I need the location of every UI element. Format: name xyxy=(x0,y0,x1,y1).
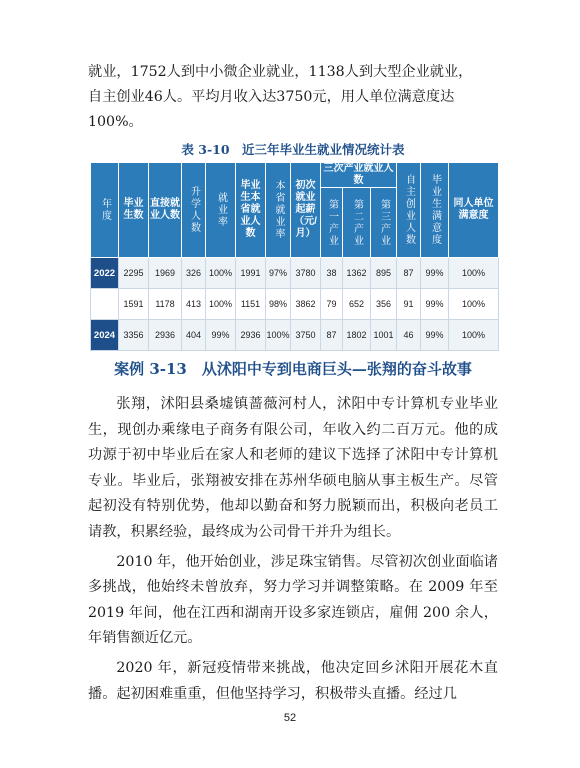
header-industry-1: 第一产业 xyxy=(321,188,343,258)
table-cell: 100% xyxy=(449,258,499,289)
intro-line-3: 100%。 xyxy=(88,114,143,130)
intro-line-2: 自主创业46人。平均月收入达3750元，用人单位满意度达 xyxy=(88,89,455,105)
employment-stats-table xyxy=(90,162,499,351)
table-cell: 404 xyxy=(182,320,206,351)
row-year-cell: 2022 xyxy=(91,258,119,289)
table-cell: 99% xyxy=(421,289,449,320)
table-caption: 表 3-10 近三年毕业生就业情况统计表 xyxy=(181,142,405,157)
intro-paragraph xyxy=(88,60,498,135)
table-cell: 3750 xyxy=(291,320,321,351)
table-cell: 1969 xyxy=(149,258,182,289)
header-year: 年度 xyxy=(91,163,119,258)
header-direct: 直接就业人数 xyxy=(149,163,182,258)
header-employer-satisfaction: 同人单位满意度 xyxy=(449,163,499,258)
intro-line-1: 就业，1752人到中小微企业就业，1138人到大型企业就业， xyxy=(88,64,473,80)
header-rate: 就业率 xyxy=(206,163,236,258)
table-cell: 3356 xyxy=(119,320,149,351)
table-cell: 652 xyxy=(343,289,371,320)
table-body xyxy=(91,258,499,351)
row-year-cell: 2023 xyxy=(91,289,119,320)
header-local-rate: 本省就业率 xyxy=(266,163,291,258)
table-cell: 100% xyxy=(206,258,236,289)
table-cell: 79 xyxy=(321,289,343,320)
case-title: 案例 3-13 从沭阳中专到电商巨头—张翔的奋斗故事 xyxy=(114,360,472,378)
table-row xyxy=(91,320,499,351)
table-cell: 99% xyxy=(206,320,236,351)
table-cell: 87 xyxy=(321,320,343,351)
table-cell: 2936 xyxy=(236,320,266,351)
table-row xyxy=(91,289,499,320)
header-industry-2: 第二产业 xyxy=(343,188,371,258)
table-cell: 91 xyxy=(397,289,421,320)
table-cell: 3862 xyxy=(291,289,321,320)
header-self-employed: 自主创业人数 xyxy=(397,163,421,258)
table-row xyxy=(91,258,499,289)
table-cell: 1001 xyxy=(371,320,397,351)
table-cell: 1591 xyxy=(119,289,149,320)
table-cell: 97% xyxy=(266,258,291,289)
table-cell: 100% xyxy=(449,289,499,320)
header-further: 升学人数 xyxy=(182,163,206,258)
table-cell: 87 xyxy=(397,258,421,289)
table-cell: 2936 xyxy=(149,320,182,351)
header-local-grads: 毕业生本省就业人数 xyxy=(236,163,266,258)
table-cell: 1151 xyxy=(236,289,266,320)
table-cell: 1178 xyxy=(149,289,182,320)
table-cell: 895 xyxy=(371,258,397,289)
table-cell: 100% xyxy=(206,289,236,320)
header-grad-satisfaction: 毕业生满意度 xyxy=(421,163,449,258)
table-cell: 1802 xyxy=(343,320,371,351)
table-cell: 1991 xyxy=(236,258,266,289)
page-number: 52 xyxy=(283,712,297,724)
case-paragraph-3: 2020 年，新冠疫情带来挑战，他决定回乡沭阳开展花木直播。起初困难重重，但他坚持学习，积极带头直播。经过几 xyxy=(88,659,498,702)
case-body xyxy=(88,392,498,707)
case-paragraph-1: 张翔，沭阳县桑墟镇蔷薇河村人，沭阳中专计算机专业毕业生，现创办乘缘电子商务有限公司，年收入约二百万元。他的成功源于初中毕业后在家人和老师的建议下选择了沭阳中专计算机专业。毕业后，张翔被安排在苏州华硕电脑从事主板生产。尽管起初没有特别优势，他却以勤奋和努力脱颖而出，积极向老员工请教，积累经验，最终成为公司骨干并升为组长。 xyxy=(88,396,498,540)
header-grads: 毕业生数 xyxy=(119,163,149,258)
table-cell: 356 xyxy=(371,289,397,320)
header-salary: 初次就业起薪（元/月） xyxy=(291,163,321,258)
table-cell: 99% xyxy=(421,320,449,351)
case-paragraph-2: 2010 年，他开始创业，涉足珠宝销售。尽管初次创业面临诸多挑战，他始终未曾放弃，努力学习并调整策略。在 2009 年至 2019 年间，他在江西和湖南开设多家连锁店，雇佣 200 余人，年销售额近亿元。 xyxy=(88,553,498,647)
header-industry-3: 第三产业 xyxy=(371,188,397,258)
table-cell: 38 xyxy=(321,258,343,289)
table-cell: 413 xyxy=(182,289,206,320)
table-cell: 1362 xyxy=(343,258,371,289)
header-industry-group: 三次产业就业人数 xyxy=(321,163,397,188)
table-cell: 3780 xyxy=(291,258,321,289)
row-year-cell: 2024 xyxy=(91,320,119,351)
table-cell: 2295 xyxy=(119,258,149,289)
table-cell: 99% xyxy=(421,258,449,289)
table-cell: 326 xyxy=(182,258,206,289)
table-cell: 98% xyxy=(266,289,291,320)
table-cell: 100% xyxy=(449,320,499,351)
table-cell: 46 xyxy=(397,320,421,351)
table-cell: 100% xyxy=(266,320,291,351)
